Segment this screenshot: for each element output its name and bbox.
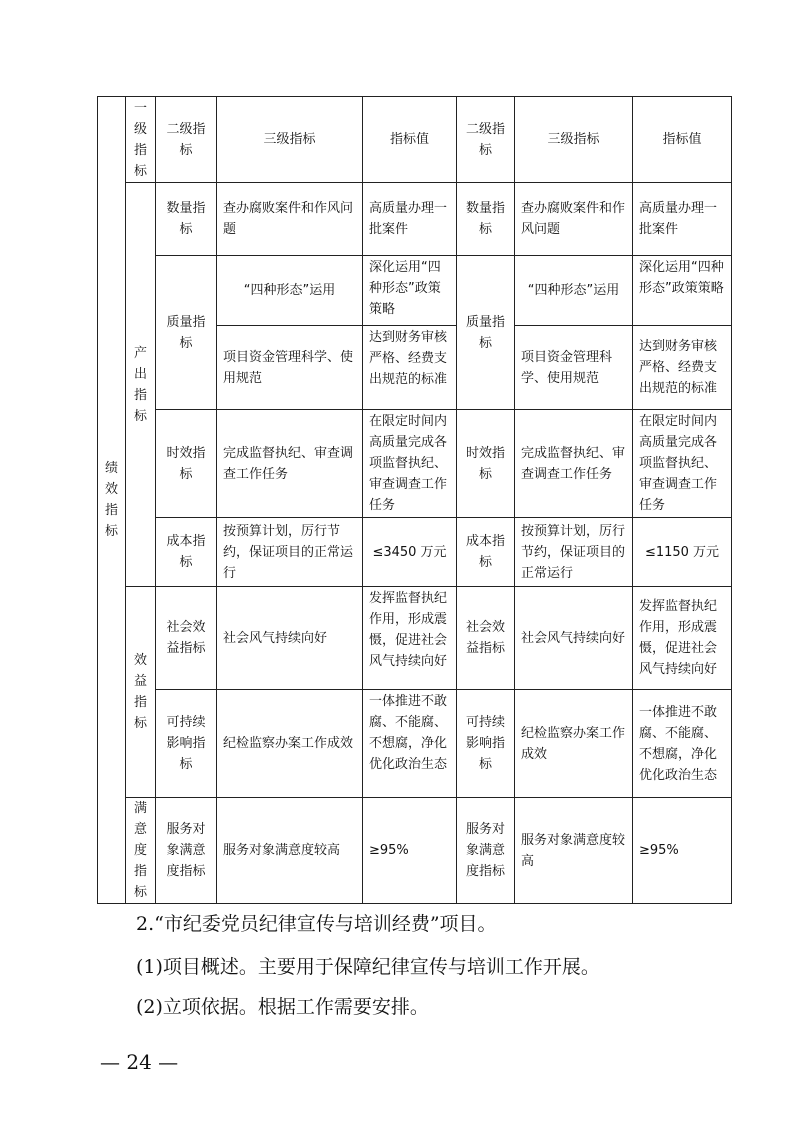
row7-value-a: 一体推进不敢腐、不能腐、不想腐，净化优化政治生态 bbox=[363, 690, 457, 798]
row6-value-a: 发挥监督执纪作用，形成震慑，促进社会风气持续向好 bbox=[363, 587, 457, 690]
row5-level2-b: 成本指标 bbox=[457, 518, 515, 587]
row2-level3-b: “四种形态”运用 bbox=[515, 256, 633, 326]
satisfaction-indicators-label: 满意度指标 bbox=[126, 798, 156, 904]
row7-level2-b: 可持续影响指标 bbox=[457, 690, 515, 798]
row4-value-a: 在限定时间内高质量完成各项监督执纪、审查调查工作任务 bbox=[363, 410, 457, 518]
row3-level3-a: 项目资金管理科学、使用规范 bbox=[217, 326, 363, 410]
header-value-a: 指标值 bbox=[363, 97, 457, 183]
project-heading: 2.“市纪委党员纪律宣传与培训经费”项目。 bbox=[136, 913, 497, 935]
row1-value-a: 高质量办理一批案件 bbox=[363, 183, 457, 256]
row5-level3-b: 按预算计划，厉行节约，保证项目的正常运行 bbox=[515, 518, 633, 587]
row6-level3-b: 社会风气持续向好 bbox=[515, 587, 633, 690]
row4-level3-b: 完成监督执纪、审查调查工作任务 bbox=[515, 410, 633, 518]
header-level2-a: 二级指标 bbox=[156, 97, 217, 183]
row1-level2-b: 数量指标 bbox=[457, 183, 515, 256]
row5-level2-a: 成本指标 bbox=[156, 518, 217, 587]
row7-level3-b: 纪检监察办案工作成效 bbox=[515, 690, 633, 798]
row6-level2-a: 社会效益指标 bbox=[156, 587, 217, 690]
row8-level2-b: 服务对象满意度指标 bbox=[457, 798, 515, 904]
row1-level2-a: 数量指标 bbox=[156, 183, 217, 256]
row7-value-b: 一体推进不敢腐、不能腐、不想腐，净化优化政治生态 bbox=[633, 690, 732, 798]
row8-level2-a: 服务对象满意度指标 bbox=[156, 798, 217, 904]
row1-level3-b: 查办腐败案件和作风问题 bbox=[515, 183, 633, 256]
row5-value-a: ≤3450 万元 bbox=[363, 518, 457, 587]
row2-level2-a: 质量指标 bbox=[156, 256, 217, 410]
row7-level2-a: 可持续影响指标 bbox=[156, 690, 217, 798]
row8-value-a: ≥95% bbox=[363, 798, 457, 904]
output-indicators-label: 产出指标 bbox=[126, 183, 156, 587]
row4-level2-a: 时效指标 bbox=[156, 410, 217, 518]
row5-level3-a: 按预算计划，厉行节约，保证项目的正常运行 bbox=[217, 518, 363, 587]
header-level3-b: 三级指标 bbox=[515, 97, 633, 183]
row1-level3-a: 查办腐败案件和作风问题 bbox=[217, 183, 363, 256]
row5-value-b: ≤1150 万元 bbox=[633, 518, 732, 587]
row4-level2-b: 时效指标 bbox=[457, 410, 515, 518]
project-basis: (2)立项依据。根据工作需要安排。 bbox=[136, 996, 429, 1018]
row6-level3-a: 社会风气持续向好 bbox=[217, 587, 363, 690]
row1-value-b: 高质量办理一批案件 bbox=[633, 183, 732, 256]
row2-level3-a: “四种形态”运用 bbox=[217, 256, 363, 326]
row2-value-a: 深化运用“四种形态”政策策略 bbox=[363, 256, 457, 326]
row2-value-b: 深化运用“四种形态”政策策略 bbox=[633, 256, 732, 326]
row4-level3-a: 完成监督执纪、审查调查工作任务 bbox=[217, 410, 363, 518]
performance-indicator-table bbox=[97, 96, 732, 904]
row6-value-b: 发挥监督执纪作用，形成震慑，促进社会风气持续向好 bbox=[633, 587, 732, 690]
row8-level3-a: 服务对象满意度较高 bbox=[217, 798, 363, 904]
header-level3-a: 三级指标 bbox=[217, 97, 363, 183]
row8-level3-b: 服务对象满意度较高 bbox=[515, 798, 633, 904]
header-level1: 一级指标 bbox=[126, 97, 156, 183]
project-overview: (1)项目概述。主要用于保障纪律宣传与培训工作开展。 bbox=[136, 956, 600, 978]
row6-level2-b: 社会效益指标 bbox=[457, 587, 515, 690]
header-level2-b: 二级指标 bbox=[457, 97, 515, 183]
row4-value-b: 在限定时间内高质量完成各项监督执纪、审查调查工作任务 bbox=[633, 410, 732, 518]
row3-level3-b: 项目资金管理科学、使用规范 bbox=[515, 326, 633, 410]
page-number: — 24 — bbox=[100, 1050, 179, 1074]
benefit-indicators-label: 效益指标 bbox=[126, 587, 156, 798]
row2-level2-b: 质量指标 bbox=[457, 256, 515, 410]
row7-level3-a: 纪检监察办案工作成效 bbox=[217, 690, 363, 798]
row8-value-b: ≥95% bbox=[633, 798, 732, 904]
row3-value-b: 达到财务审核严格、经费支出规范的标准 bbox=[633, 326, 732, 410]
performance-indicators-label: 绩效指标 bbox=[98, 97, 126, 904]
header-value-b: 指标值 bbox=[633, 97, 732, 183]
row3-value-a: 达到财务审核严格、经费支出规范的标准 bbox=[363, 326, 457, 410]
